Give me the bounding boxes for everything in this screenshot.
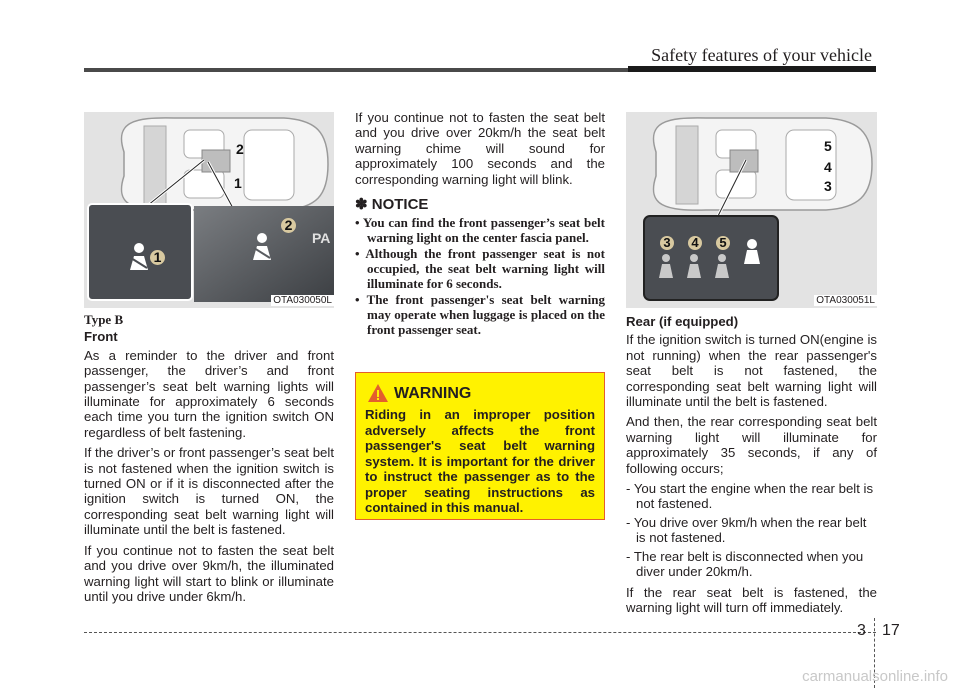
callout-number: 3 [660, 236, 674, 250]
page-number: 17 [882, 622, 900, 639]
rear-car-illustration [626, 112, 877, 308]
condition-list [626, 481, 877, 579]
column-rear [626, 314, 877, 620]
chapter-number: 3 [857, 622, 866, 639]
paragraph: And then, the rear corresponding seat belt warning light will illuminate for approximately 35 seconds, if any of following occurs; [626, 414, 877, 476]
callout-number: 1 [234, 175, 242, 191]
column-front [84, 312, 334, 609]
watermark: carmanualsonline.info [802, 668, 948, 685]
callout-number: 2 [281, 218, 296, 233]
notice-item: • The front passenger's seat belt warning may operate when luggage is placed on the front passenger seat. [355, 292, 605, 338]
paragraph: If the rear seat belt is fastened, the warning light will turn off immediately. [626, 584, 877, 615]
warning-triangle-icon [367, 383, 389, 403]
callout-number: 5 [716, 236, 730, 250]
callout-number: 2 [236, 141, 244, 157]
front-seatbelt-figure [84, 112, 334, 308]
paragraph: As a reminder to the driver and front passenger, the driver’s and front passenger’s seat belt warning lights will illuminate for approximately 6 seconds each time you turn the ignition switch ON regardless of belt fastening. [84, 347, 334, 440]
warning-text: Riding in an improper position adversely affects the front passenger's seat belt warning system. It is important for the driver to instruct the passenger as to the proper seating instructions as contained in this manual. [365, 407, 595, 515]
section-title: Safety features of your vehicle [651, 45, 872, 65]
notice-list [355, 215, 605, 337]
front-car-illustration [84, 112, 334, 308]
list-item: - The rear belt is disconnected when you diver under 20km/h. [626, 548, 864, 580]
header-rule-accent [628, 66, 876, 72]
callout-number: 1 [150, 250, 165, 265]
callout-number: 4 [824, 159, 832, 175]
warning-title: WARNING [394, 385, 472, 402]
notice-item: • You can find the front passenger’s seat belt warning light on the center fascia panel. [355, 215, 605, 246]
list-item: - You start the engine when the rear belt is not fastened. [626, 481, 874, 512]
figure-caption: OTA030051L [816, 295, 875, 306]
footer-rule [84, 632, 876, 633]
notice-heading: ✽ NOTICE [355, 196, 429, 214]
paragraph: If the ignition switch is turned ON(engine is not running) when the rear passenger's seat belt is not fastened, the corresponding seat belt warning light will illuminate until the belt is fastened. [626, 332, 877, 410]
rear-seatbelt-figure [626, 112, 877, 308]
panel-text: PA [312, 230, 331, 246]
type-label: Type B [84, 312, 124, 327]
paragraph: If the driver’s or front passenger’s seat belt is not fastened when the ignition switch is turned ON or if it is disconnected after the ignition switch is turned ON, the corresponding seat belt warning light will illuminate until the belt is fastened. [84, 445, 334, 538]
paragraph: If you continue not to fasten the seat belt and you drive over 20km/h the seat belt warning chime will sound for approximately 100 seconds and the corresponding warning light will blink. [355, 110, 605, 187]
rear-heading: Rear (if equipped) [626, 314, 739, 329]
front-heading: Front [84, 329, 118, 345]
callout-number: 5 [824, 138, 832, 154]
warning-box [355, 372, 605, 520]
list-item: - You drive over 9km/h when the rear belt is not fastened. [626, 514, 867, 546]
figure-caption: OTA030050L [273, 295, 332, 306]
notice-item: • Although the front passenger seat is not occupied, the seat belt warning light will illuminate for 6 seconds. [355, 246, 605, 292]
paragraph: If you continue not to fasten the seat belt and you drive over 9km/h, the illuminated warning light will start to blink or illuminate until you drive under 6km/h. [84, 542, 334, 604]
callout-number: 4 [688, 236, 702, 250]
callout-number: 3 [824, 178, 832, 194]
column-middle [355, 110, 605, 338]
